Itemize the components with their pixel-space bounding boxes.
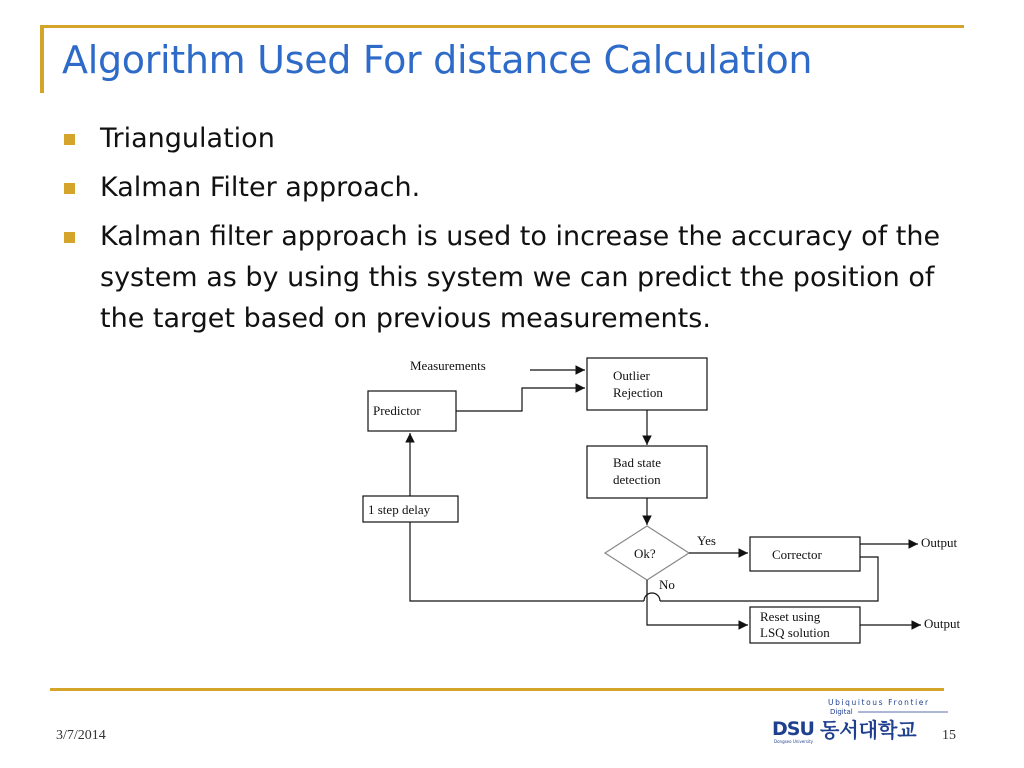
bad-state-label-2: detection [613,472,661,487]
bullet-item [62,118,972,159]
decision-label: Ok? [634,546,656,561]
logo-tagline: Ubiquitous Frontier [828,698,930,707]
bullet-square-icon [64,183,75,194]
page-number: 15 [942,728,956,743]
bullet-text: Kalman filter approach is used to increase the accuracy of the system as by using this system we can predict the position of the target based on previous measurements. [100,221,941,334]
top-accent-line [40,25,964,28]
measurements-label: Measurements [410,358,486,373]
kalman-filter-flowchart [355,345,985,645]
output-label-1: Output [921,535,958,550]
logo-digital-text: Digital [830,708,853,716]
bullet-list [62,118,972,347]
bullet-text: Kalman Filter approach. [100,172,421,203]
yes-label: Yes [697,533,716,548]
bullet-square-icon [64,232,75,243]
outlier-rejection-box [587,358,707,410]
outlier-rejection-label-1: Outlier [613,368,650,383]
bullet-text: Triangulation [100,123,275,154]
slide-date: 3/7/2014 [56,728,106,743]
dsu-logo [772,697,952,745]
outlier-rejection-label-2: Rejection [613,385,663,400]
reset-label-2: LSQ solution [760,625,830,640]
step-delay-label: 1 step delay [368,502,431,517]
bullet-item [62,216,972,339]
logo-university-text: Dongseo University [774,739,814,744]
no-label: No [659,577,675,592]
predictor-to-outlier-arrow [456,388,585,411]
bad-state-label-1: Bad state [613,455,662,470]
reset-label-1: Reset using [760,609,821,624]
corrector-label: Corrector [772,547,822,562]
output-label-2: Output [924,616,961,631]
bullet-item [62,167,972,208]
title-accent-bar [40,25,44,93]
logo-korean-name: 동서대학교 [820,718,917,742]
logo-mark: DSU [772,718,814,740]
footer-accent-line [50,688,944,691]
slide-title: Algorithm Used For distance Calculation [62,38,813,82]
predictor-label: Predictor [373,403,421,418]
bullet-square-icon [64,134,75,145]
